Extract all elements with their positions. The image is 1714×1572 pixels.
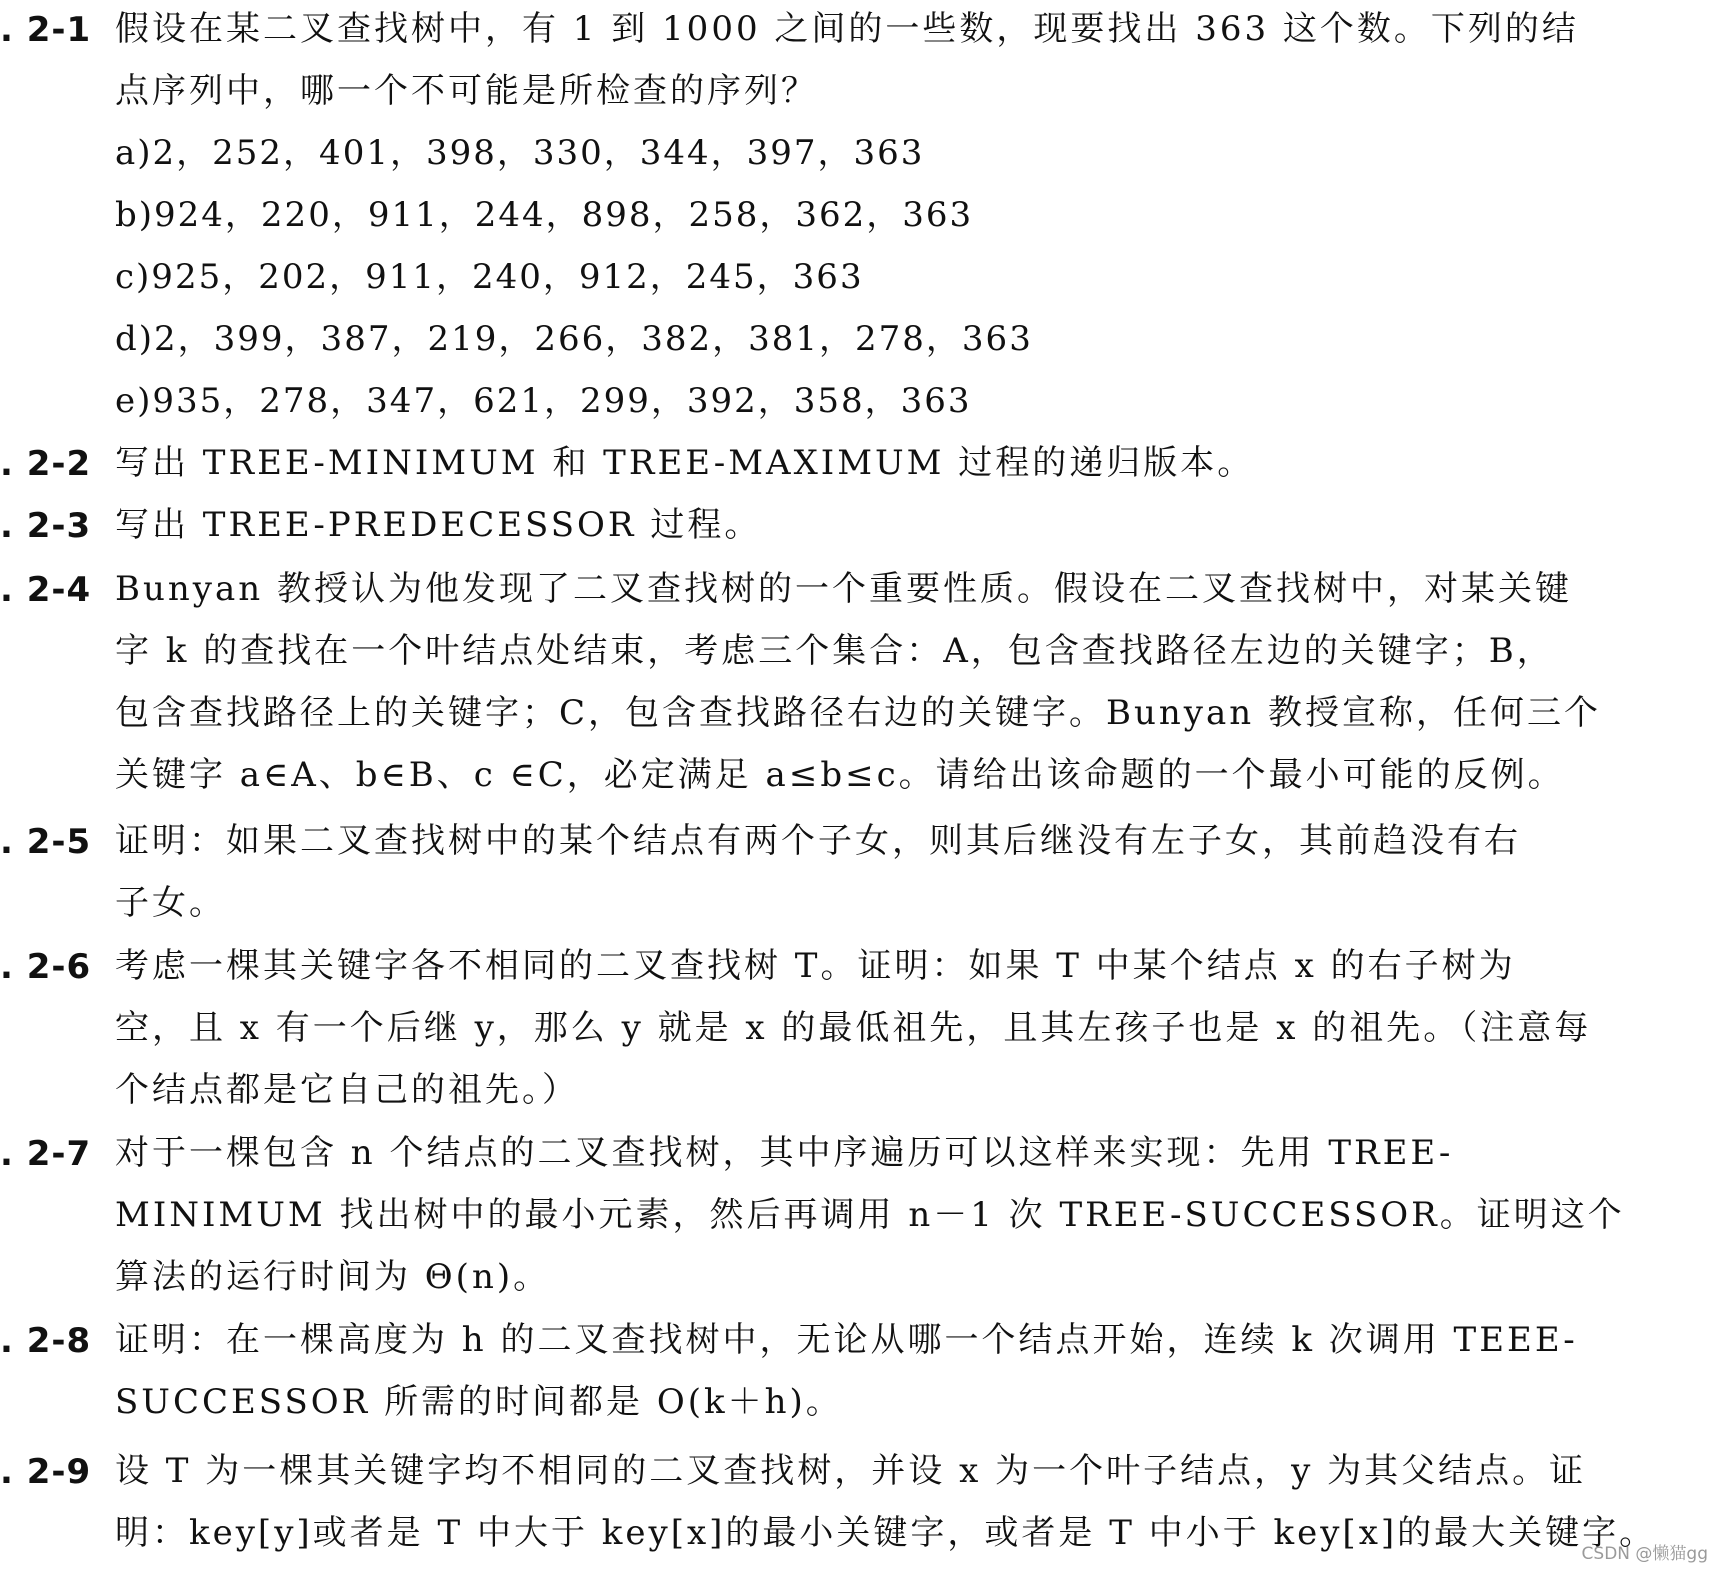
exercise-number: . 2-6: [0, 947, 92, 987]
exercise-text-line: 证明：如果二叉查找树中的某个结点有两个子女，则其后继没有左子女，其前趋没有右: [115, 821, 1521, 861]
exercise-number: . 2-4: [0, 570, 92, 610]
exercise-number: . 2-8: [0, 1321, 92, 1361]
exercise-2-6: [0, 935, 1591, 1121]
exercise-text-line: 写出 TREE-PREDECESSOR 过程。: [115, 505, 762, 545]
exercise-text-line: MINIMUM 找出树中的最小元素，然后再调用 n－1 次 TREE-SUCCESSOR。证明这个: [115, 1195, 1625, 1235]
exercise-number: . 2-2: [0, 444, 92, 484]
exercise-text-line: 算法的运行时间为 Θ(n)。: [115, 1257, 551, 1297]
exercise-number: . 2-5: [0, 822, 92, 862]
answer-option-b: b)924，220，911，244，898，258，362，363: [115, 195, 974, 235]
exercise-text-line: 包含查找路径上的关键字；C，包含查找路径右边的关键字。Bunyan 教授宣称，任何三个: [115, 693, 1601, 733]
exercise-number: . 2-7: [0, 1134, 92, 1174]
exercise-text-line: 假设在某二叉查找树中，有 1 到 1000 之间的一些数，现要找出 363 这个数。下列的结: [115, 9, 1579, 49]
exercise-text-line: 考虑一棵其关键字各不相同的二叉查找树 T。证明：如果 T 中某个结点 x 的右子树为: [115, 946, 1516, 986]
exercise-text-line: 关键字 a∈A、b∈B、c ∈C，必定满足 a≤b≤c。请给出该命题的一个最小可能的反例。: [115, 755, 1565, 795]
exercise-2-8: [0, 1309, 1578, 1433]
exercise-text-line: 设 T 为一棵其关键字均不相同的二叉查找树，并设 x 为一个叶子结点，y 为其父结点。证: [115, 1451, 1587, 1491]
exercise-2-9: [0, 1440, 1656, 1564]
exercise-2-4: [0, 558, 1601, 806]
answer-option-c: c)925，202，911，240，912，245，363: [115, 257, 864, 297]
exercise-text-line: 证明：在一棵高度为 h 的二叉查找树中，无论从哪一个结点开始，连续 k 次调用 TEEE-: [115, 1320, 1578, 1360]
csdn-watermark: CSDN @懒猫gg: [1581, 1544, 1708, 1564]
answer-option-a: a)2，252，401，398，330，344，397，363: [115, 133, 925, 173]
exercise-text-line: Bunyan 教授认为他发现了二叉查找树的一个重要性质。假设在二叉查找树中，对某关键: [115, 569, 1572, 609]
exercise-text-line: 对于一棵包含 n 个结点的二叉查找树，其中序遍历可以这样来实现：先用 TREE-: [115, 1133, 1454, 1173]
exercise-number: . 2-9: [0, 1452, 92, 1492]
exercise-2-5: [0, 810, 1521, 934]
answer-option-d: d)2，399，387，219，266，382，381，278，363: [115, 319, 1033, 359]
exercise-2-2: [0, 432, 1254, 494]
exercise-text-line: 明：key[y]或者是 T 中大于 key[x]的最小关键字，或者是 T 中小于 key[x]的最大关键字。: [115, 1513, 1657, 1553]
answer-option-e: e)935，278，347，621，299，392，358，363: [115, 381, 972, 421]
exercise-number: . 2-1: [0, 10, 92, 50]
exercise-number: . 2-3: [0, 506, 92, 546]
exercise-text-line: 点序列中，哪一个不可能是所检查的序列？: [115, 71, 818, 111]
exercise-text-line: 个结点都是它自己的祖先。）: [115, 1070, 579, 1110]
exercise-text-line: 字 k 的查找在一个叶结点处结束，考虑三个集合：A，包含查找路径左边的关键字；B，: [115, 631, 1554, 671]
exercise-2-3: [0, 494, 761, 556]
exercise-2-1: [0, 0, 1579, 432]
exercise-text-line: 空，且 x 有一个后继 y，那么 y 就是 x 的最低祖先，且其左孩子也是 x 的祖先。（注意每: [115, 1008, 1592, 1048]
exercise-text-line: SUCCESSOR 所需的时间都是 O(k＋h)。: [115, 1382, 843, 1422]
exercise-2-7: [0, 1122, 1625, 1308]
exercise-text-line: 子女。: [115, 883, 226, 923]
exercise-text-line: 写出 TREE-MINIMUM 和 TREE-MAXIMUM 过程的递归版本。: [115, 443, 1255, 483]
